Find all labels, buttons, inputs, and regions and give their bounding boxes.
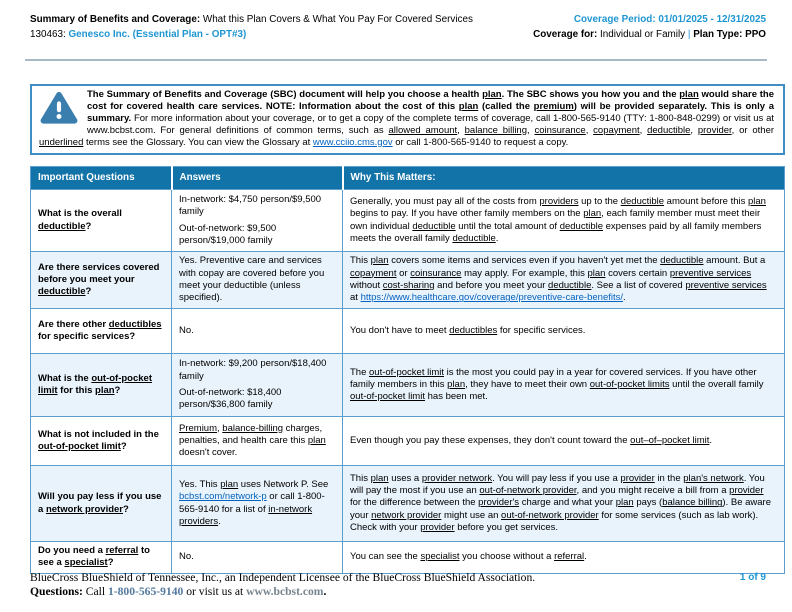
text-segment: Are there other bbox=[38, 318, 109, 330]
text-segment: or call 1-800-565-9140 to request a copy. bbox=[392, 136, 569, 148]
document-header bbox=[30, 13, 766, 43]
text-segment: In-network: $4,750 person/$9,500 family bbox=[179, 193, 322, 218]
text-segment: referral bbox=[554, 551, 585, 563]
text-segment: uses a bbox=[388, 472, 422, 484]
answer-cell bbox=[172, 252, 343, 309]
question-cell bbox=[31, 354, 172, 417]
text-segment: provider bbox=[697, 124, 732, 136]
document-title bbox=[30, 13, 473, 28]
text-segment: . bbox=[584, 551, 587, 563]
text-segment: Premium bbox=[179, 422, 218, 434]
text-segment: , bbox=[639, 124, 648, 136]
text-segment: terms see the Glossary. You can view the Glossary at bbox=[83, 136, 313, 148]
text-segment: Are there services covered before you meet your bbox=[38, 261, 160, 285]
text-segment: ). Be aware your bbox=[350, 497, 771, 521]
text-segment: balance billing bbox=[464, 124, 528, 136]
plan-line bbox=[30, 28, 473, 43]
text-segment: . The SBC shows you how you and the bbox=[501, 89, 680, 100]
question-cell bbox=[31, 417, 172, 466]
text-segment: Generally, you must pay all of the costs from bbox=[350, 195, 540, 207]
text-segment: Out-of-network: $18,400 person/$36,800 family bbox=[179, 387, 282, 411]
text-segment: for specific services. bbox=[497, 324, 586, 336]
coverage-for-line bbox=[533, 28, 766, 43]
text-segment: network provider bbox=[371, 509, 442, 521]
text-segment: , bbox=[690, 124, 698, 136]
text-segment: for this bbox=[57, 385, 96, 396]
text-segment: charge and what your bbox=[519, 497, 616, 509]
question-cell bbox=[31, 252, 172, 309]
text-segment: you choose without a bbox=[459, 551, 555, 563]
text-segment: For more information about your coverage, or to get a copy of the complete terms of coverage, call 1-800-565-9140 (TTY: 1-800-848-0299) or visit us at www.bcbst.com. For general definitions of common terms, such as bbox=[87, 112, 774, 136]
text-segment: covers certain bbox=[605, 267, 670, 279]
paragraph bbox=[39, 89, 774, 149]
text-segment: ? bbox=[120, 441, 127, 452]
text-segment: Questions: bbox=[30, 585, 86, 599]
footer-questions-line bbox=[30, 585, 766, 599]
coverage-for-value: Individual or Family bbox=[600, 28, 686, 40]
text-segment: You don't have to meet bbox=[350, 324, 450, 336]
paragraph bbox=[179, 479, 335, 528]
text-segment: , each family member must meet their own individual bbox=[350, 208, 761, 232]
text-segment: plan bbox=[679, 89, 699, 100]
answer-cell bbox=[172, 542, 343, 574]
question-cell bbox=[31, 309, 172, 354]
text-segment: . bbox=[218, 515, 221, 527]
answer-cell bbox=[172, 354, 343, 417]
text-segment: , bbox=[217, 422, 223, 434]
text-segment: deductible bbox=[559, 220, 603, 232]
text-segment: What is the overall bbox=[38, 208, 122, 220]
table-row bbox=[31, 309, 785, 354]
col-header-why-this-matters: Why This Matters: bbox=[343, 167, 785, 190]
text-segment: until the total amount of bbox=[455, 220, 560, 232]
text-segment: deductible bbox=[38, 220, 86, 232]
text-segment: . You will pay the most if you use an bbox=[350, 472, 765, 497]
text-segment: deductible bbox=[452, 232, 496, 244]
text-segment: plan bbox=[370, 472, 389, 484]
inline-link[interactable]: bcbst.com/network-p bbox=[179, 491, 267, 503]
text-segment: No. bbox=[179, 324, 194, 336]
text-segment: ) will be provided separately. This is only a summary. bbox=[87, 100, 774, 124]
text-segment: and before you meet your bbox=[434, 280, 549, 291]
table-row bbox=[31, 354, 785, 417]
text-segment: plan bbox=[458, 100, 479, 112]
text-segment: plan bbox=[583, 208, 602, 220]
why-cell bbox=[343, 466, 785, 542]
text-segment: , and you might receive a bill from a bbox=[576, 485, 730, 497]
text-segment: ? bbox=[85, 286, 92, 298]
text-segment: without bbox=[350, 280, 383, 291]
coverage-period: Coverage Period: 01/01/2025 - 12/31/2025 bbox=[573, 14, 766, 25]
intro-box bbox=[30, 84, 785, 155]
text-segment: before you get services. bbox=[454, 521, 559, 533]
text-segment: balance billing bbox=[662, 497, 723, 509]
coverage-for-label: Coverage for: bbox=[533, 28, 601, 40]
text-segment: provider's bbox=[478, 497, 520, 509]
intro-text bbox=[39, 89, 774, 149]
text-segment: Yes. This bbox=[179, 478, 221, 490]
text-segment: out-of-pocket limit bbox=[38, 372, 152, 396]
paragraph bbox=[38, 429, 164, 454]
plan-name: Genesco Inc. (Essential Plan - OPT#3) bbox=[68, 28, 247, 40]
table-row bbox=[31, 190, 785, 252]
table-row bbox=[31, 542, 785, 574]
text-segment: referral bbox=[105, 545, 139, 556]
text-segment: deductible bbox=[620, 195, 665, 207]
why-cell bbox=[343, 190, 785, 252]
table-header-row bbox=[31, 167, 785, 190]
table-row bbox=[31, 466, 785, 542]
text-segment: ? bbox=[85, 220, 92, 232]
paragraph bbox=[179, 223, 335, 248]
text-segment: might use an bbox=[441, 509, 502, 521]
text-segment: plan bbox=[482, 89, 502, 100]
footer-line1 bbox=[30, 571, 766, 585]
paragraph bbox=[179, 551, 335, 563]
text-segment: . You will pay less if you use a bbox=[492, 472, 621, 484]
text-segment: may apply. For example, this bbox=[461, 267, 588, 279]
text-segment: plan bbox=[748, 195, 766, 207]
text-segment: out-of-pocket limits bbox=[589, 378, 670, 390]
text-segment: for some services (such as lab work). Check with your bbox=[350, 509, 759, 533]
paragraph bbox=[350, 196, 777, 245]
answer-cell bbox=[172, 190, 343, 252]
text-segment: provider bbox=[420, 521, 455, 533]
text-segment: premium bbox=[533, 100, 574, 112]
text-segment: preventive services bbox=[685, 280, 767, 291]
plan-id: 130463: bbox=[30, 28, 69, 40]
warning-icon bbox=[39, 91, 79, 125]
answer-cell bbox=[172, 466, 343, 542]
text-segment: deductibles bbox=[108, 318, 162, 330]
text-segment: or visit us at bbox=[183, 585, 247, 599]
text-segment: specialist bbox=[64, 557, 108, 569]
text-segment: This bbox=[350, 472, 371, 484]
text-segment: plan bbox=[370, 255, 389, 267]
text-segment: underlined bbox=[39, 136, 84, 148]
header-divider: | bbox=[685, 28, 694, 40]
answer-cell bbox=[172, 309, 343, 354]
text-segment: ? bbox=[114, 385, 121, 396]
text-segment: Out-of-network: $9,500 person/$19,000 family bbox=[179, 222, 277, 246]
text-segment: plan bbox=[447, 378, 466, 390]
header-separator-line bbox=[25, 59, 767, 61]
text-segment: amount before this bbox=[664, 195, 748, 207]
text-segment: ? bbox=[107, 557, 114, 569]
header-right bbox=[533, 13, 766, 43]
table-header bbox=[31, 167, 785, 190]
text-segment: copayment bbox=[350, 267, 397, 279]
paragraph bbox=[179, 255, 335, 304]
text-segment: plan bbox=[220, 478, 239, 490]
inline-link[interactable]: https://www.healthcare.gov/coverage/preventive-care-benefits/ bbox=[360, 292, 624, 304]
text-segment: Call bbox=[85, 585, 108, 599]
page-number: 1 of 9 bbox=[739, 572, 766, 583]
text-segment: out-of-network provider bbox=[501, 509, 599, 521]
text-segment: What is the bbox=[38, 372, 92, 384]
why-cell bbox=[343, 309, 785, 354]
text-segment: network provider bbox=[45, 503, 124, 515]
plan-type: Plan Type: PPO bbox=[693, 28, 766, 40]
text-segment: , they have to meet their own bbox=[465, 378, 590, 390]
header-left bbox=[30, 13, 473, 43]
text-segment: plan bbox=[615, 497, 634, 509]
text-segment: out-of-pocket limit bbox=[38, 441, 121, 452]
answer-cell bbox=[172, 417, 343, 466]
text-segment: deductible bbox=[660, 255, 704, 267]
why-cell bbox=[343, 252, 785, 309]
text-segment: Will you pay less if you use a bbox=[38, 491, 162, 515]
why-cell bbox=[343, 354, 785, 417]
text-segment: , bbox=[457, 124, 465, 136]
text-segment: in-network providers bbox=[179, 503, 313, 527]
text-segment: providers bbox=[539, 195, 579, 207]
text-segment: . See a list of covered bbox=[591, 280, 686, 291]
text-segment: expenses paid by all family members meets the overall family bbox=[350, 220, 762, 244]
title-bold: Summary of Benefits and Coverage: bbox=[30, 14, 201, 25]
text-segment: Even though you pay these expenses, they don't count toward the bbox=[350, 434, 631, 446]
col-header-answers: Answers bbox=[172, 167, 343, 190]
table-row bbox=[31, 252, 785, 309]
text-segment: . bbox=[709, 434, 713, 446]
text-segment: preventive services bbox=[669, 267, 752, 279]
paragraph bbox=[350, 325, 777, 337]
text-segment: plan bbox=[95, 385, 115, 396]
text-segment: allowed amount bbox=[388, 124, 458, 136]
text-segment: No. bbox=[179, 551, 194, 563]
text-segment: doesn't cover. bbox=[179, 447, 238, 459]
question-cell bbox=[31, 466, 172, 542]
text-segment: What is not included in the bbox=[38, 428, 159, 440]
text-segment: , bbox=[527, 124, 535, 136]
text-segment: coinsurance bbox=[410, 267, 462, 279]
text-segment: at bbox=[350, 292, 361, 304]
text-segment: . bbox=[495, 232, 499, 244]
why-cell bbox=[343, 542, 785, 574]
text-segment: cost-sharing bbox=[382, 280, 435, 291]
text-segment: In-network: $9,200 person/$18,400 family bbox=[179, 358, 327, 382]
text-segment: . bbox=[623, 292, 626, 304]
text-segment: amount. But a bbox=[703, 255, 766, 267]
paragraph bbox=[38, 319, 164, 344]
benefits-table bbox=[30, 166, 785, 574]
text-segment: www.bcbst.com bbox=[246, 585, 324, 599]
text-segment: out–of–pocket limit bbox=[630, 434, 710, 446]
paragraph bbox=[179, 387, 335, 412]
paragraph bbox=[179, 194, 335, 219]
paragraph bbox=[179, 358, 335, 383]
document-footer bbox=[30, 571, 766, 599]
question-cell bbox=[31, 542, 172, 574]
text-segment: You can see the bbox=[350, 551, 421, 563]
text-segment: specialist bbox=[420, 551, 460, 563]
text-segment: or call 1-800-565-9140 for a list of bbox=[179, 491, 325, 515]
paragraph bbox=[350, 367, 777, 404]
title-rest: What this Plan Covers & What You Pay For Covered Services bbox=[200, 14, 473, 25]
table-body bbox=[31, 190, 785, 574]
paragraph bbox=[350, 473, 777, 534]
text-segment: The Summary of Benefits and Coverage (SBC) document will help you choose a health bbox=[87, 89, 483, 100]
paragraph bbox=[350, 255, 777, 304]
paragraph bbox=[350, 435, 777, 447]
text-segment: deductible bbox=[412, 220, 456, 232]
text-segment: covers some items and services even if you haven't yet met the bbox=[388, 255, 661, 267]
text-segment: up to the bbox=[578, 195, 621, 207]
table-row bbox=[31, 417, 785, 466]
text-segment: provider bbox=[729, 485, 764, 497]
text-segment: has been met. bbox=[424, 391, 488, 403]
text-segment: charges, penalties, and health care this bbox=[179, 422, 323, 446]
paragraph bbox=[350, 551, 777, 563]
text-segment: ? bbox=[123, 503, 129, 515]
paragraph bbox=[179, 423, 335, 460]
text-segment: coinsurance bbox=[534, 124, 586, 136]
text-segment: begins to pay. If you have other family members on the bbox=[350, 208, 584, 220]
text-segment: deductible bbox=[38, 286, 86, 298]
paragraph bbox=[38, 545, 164, 570]
text-segment: balance-billing bbox=[222, 422, 284, 434]
text-segment: plan bbox=[307, 434, 326, 446]
text-segment: out-of-pocket limit bbox=[350, 391, 425, 403]
text-segment: out-of-network provider bbox=[479, 485, 577, 497]
text-segment: would share the cost for covered health care services. NOTE: Information about the cost of this bbox=[87, 89, 774, 112]
text-segment: , bbox=[585, 124, 594, 136]
paragraph bbox=[30, 585, 766, 599]
text-segment: pays ( bbox=[633, 497, 663, 509]
text-segment: or bbox=[396, 267, 411, 279]
text-segment: 1-800-565-9140 bbox=[107, 585, 184, 599]
col-header-important-questions: Important Questions bbox=[31, 167, 172, 190]
text-segment: (called the bbox=[478, 100, 534, 112]
text-segment: , or other bbox=[731, 124, 775, 136]
paragraph bbox=[38, 262, 164, 299]
why-cell bbox=[343, 417, 785, 466]
text-segment: provider network bbox=[421, 472, 493, 484]
text-segment: to see a bbox=[38, 545, 150, 569]
text-segment: for the difference between the bbox=[350, 497, 479, 509]
text-segment: This bbox=[350, 255, 371, 267]
text-segment: until the overall family bbox=[669, 378, 764, 390]
text-segment: plan's network bbox=[683, 472, 744, 484]
inline-link[interactable]: www.cciio.cms.gov bbox=[312, 136, 393, 148]
text-segment: copayment bbox=[593, 124, 640, 136]
text-segment: for specific services? bbox=[38, 331, 136, 342]
text-segment: Do you need a bbox=[38, 545, 106, 556]
text-segment: . bbox=[323, 585, 327, 599]
text-segment: deductibles bbox=[449, 324, 498, 336]
text-segment: provider bbox=[620, 472, 655, 484]
text-segment: uses Network P. See bbox=[238, 478, 329, 490]
paragraph bbox=[179, 325, 335, 337]
paragraph bbox=[38, 373, 164, 398]
licensee-text: BlueCross BlueShield of Tennessee, Inc., an Independent Licensee of the BlueCross BlueShield Association. bbox=[30, 571, 536, 584]
text-segment: plan bbox=[587, 267, 606, 279]
text-segment: is the most you could pay in a year for covered services. If you have other family members in this bbox=[350, 366, 757, 390]
text-segment: in the bbox=[654, 472, 684, 484]
text-segment: deductible bbox=[548, 280, 592, 291]
text-segment: deductible bbox=[647, 124, 691, 136]
text-segment: Yes. Preventive care and services with copay are covered before you meet your deductible (unless specified). bbox=[179, 255, 325, 304]
paragraph bbox=[38, 491, 164, 516]
text-segment: The bbox=[350, 366, 370, 378]
text-segment: out-of-pocket limit bbox=[369, 366, 444, 378]
paragraph bbox=[38, 208, 164, 233]
question-cell bbox=[31, 190, 172, 252]
